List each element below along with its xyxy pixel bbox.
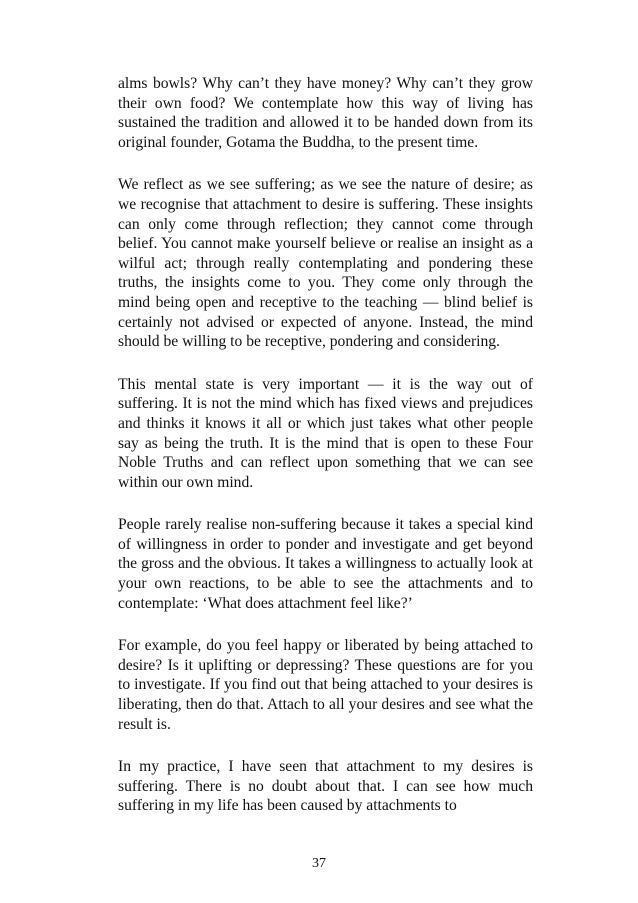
paragraph-6: In my practice, I have seen that attachment to my desires is suffering. There is no doubt about that. I can see how much suffering in my life has been caused by attachments to bbox=[118, 758, 533, 815]
body-text bbox=[118, 74, 533, 839]
paragraph-3: This mental state is very important — it is the way out of suffering. It is not the mind which has fixed views and prejudices and thinks it knows it all or which just takes what other people say as being the truth. It is the mind that is open to these Four Noble Truths and can reflect upon something that we can see within our own mind. bbox=[118, 375, 533, 491]
paragraph-5: For example, do you feel happy or liberated by being attached to desire? Is it uplifting or depressing? These questions are for you to investigate. If you find out that being attached to your desires is liberating, then do that. Attach to all your desires and see what the result is. bbox=[118, 637, 533, 733]
paragraph-2: We reflect as we see suffering; as we see the nature of desire; as we recognise that attachment to desire is suffering. These insights can only come through reflection; they cannot come through belief. You cannot make yourself believe or realise an insight as a wilful act; through really contemplating and pondering these truths, the insights come to you. They come only through the mind being open and receptive to the teaching — blind belief is certainly not advised or expected of anyone. Instead, the mind should be willing to be receptive, pondering and considering. bbox=[118, 176, 533, 351]
paragraph-1: alms bowls? Why can’t they have money? Why can’t they grow their own food? We contemplate how this way of living has sustained the tradition and allowed it to be handed down from its original founder, Gotama the Buddha, to the present time. bbox=[118, 75, 533, 151]
paragraph-4: People rarely realise non-suffering because it takes a special kind of willingness in order to ponder and investigate and get beyond the gross and the obvious. It takes a willingness to actually look at your own reactions, to be able to see the attachments and to contemplate: ‘What does attachment feel like?’ bbox=[118, 516, 533, 612]
page-number: 37 bbox=[312, 856, 326, 871]
